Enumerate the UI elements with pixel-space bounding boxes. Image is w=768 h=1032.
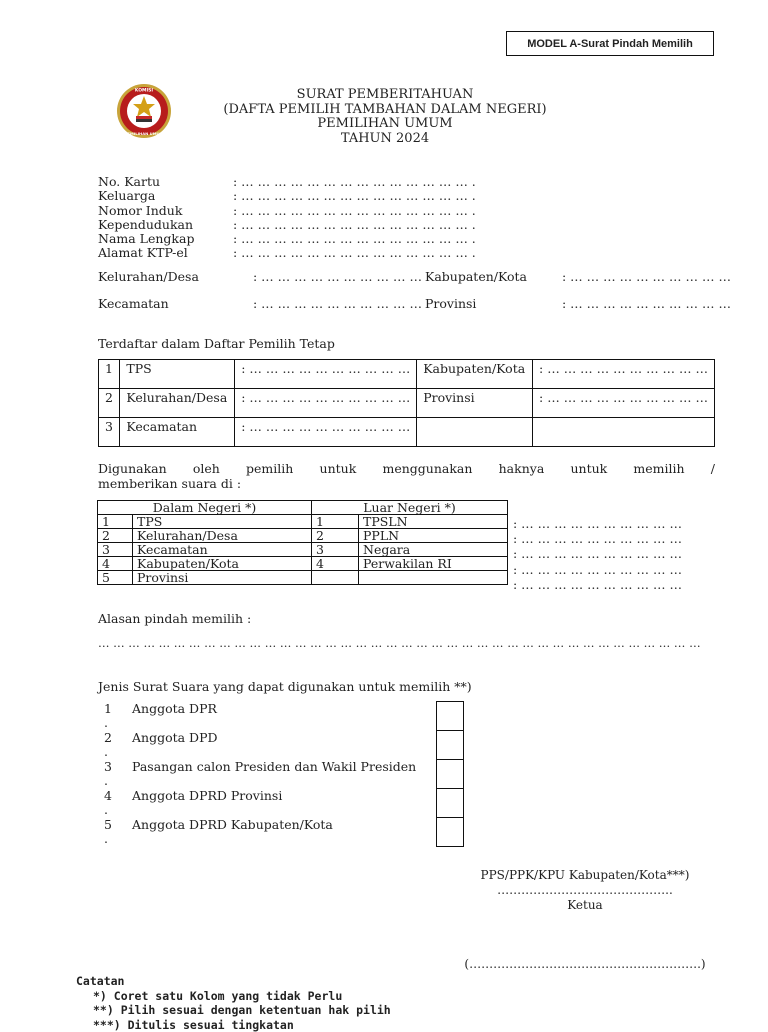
- item-text: Anggota DPRD Provinsi: [132, 789, 434, 803]
- identity-label: Nama Lengkap: [98, 232, 194, 246]
- ballot-checkbox-dprd-kabupaten[interactable]: [436, 818, 464, 847]
- item-text: Anggota DPRD Kabupaten/Kota: [132, 818, 434, 832]
- dpt-value[interactable]: : … … … … … … … … … …: [235, 418, 417, 447]
- row-number: 4: [98, 557, 133, 571]
- row-number: 3: [98, 543, 133, 557]
- dpt-heading: Terdaftar dalam Daftar Pemilih Tetap: [98, 336, 335, 351]
- usage-dots[interactable]: : … … … … … … … … … …: [513, 516, 682, 531]
- usage-line-2: memberikan suara di :: [98, 476, 241, 491]
- list-item: 2 . Anggota DPD: [104, 731, 434, 760]
- row-number-2: 4: [312, 557, 359, 571]
- dpt-value-2[interactable]: : … … … … … … … … … …: [533, 389, 715, 418]
- luar-option[interactable]: TPSLN: [359, 515, 508, 529]
- table-row: [98, 515, 508, 529]
- table-row: [99, 418, 715, 447]
- item-number: 5: [104, 818, 116, 832]
- signature-role: Ketua: [440, 898, 730, 913]
- row-number: 1: [99, 360, 120, 389]
- luar-option[interactable]: PPLN: [359, 529, 508, 543]
- title-line-4: TAHUN 2024: [180, 132, 590, 147]
- ballot-checkboxes: [436, 701, 464, 847]
- dalam-option[interactable]: Kabupaten/Kota: [133, 557, 312, 571]
- kabupaten-value[interactable]: : … … … … … … … … … …: [562, 269, 731, 284]
- usage-dots[interactable]: : … … … … … … … … … …: [513, 546, 682, 561]
- identity-value[interactable]: : … … … … … … … … … … … … … … .: [233, 175, 476, 189]
- dpt-table: [98, 359, 715, 447]
- item-number: 2: [104, 731, 116, 745]
- usage-dots[interactable]: : … … … … … … … … … …: [513, 577, 682, 592]
- svg-text:KOMISI: KOMISI: [135, 88, 154, 94]
- signature-name[interactable]: (………………………………………………….): [440, 957, 730, 972]
- item-number: 3: [104, 760, 116, 774]
- row-number: 2: [99, 389, 120, 418]
- dalam-option[interactable]: Kecamatan: [133, 543, 312, 557]
- dpt-label-2: [417, 418, 533, 447]
- dpt-value[interactable]: : … … … … … … … … … …: [235, 360, 417, 389]
- identity-value[interactable]: : … … … … … … … … … … … … … … .: [233, 218, 476, 232]
- table-row: [98, 543, 508, 557]
- list-item: 1 . Anggota DPR: [104, 702, 434, 731]
- row-number: 2: [98, 529, 133, 543]
- identity-value[interactable]: : … … … … … … … … … … … … … … .: [233, 246, 476, 260]
- list-item: 3 . Pasangan calon Presiden dan Wakil Presiden: [104, 760, 434, 789]
- ballot-checkbox-dprd-provinsi[interactable]: [436, 789, 464, 818]
- row-number: 5: [98, 571, 133, 585]
- usage-table: [97, 500, 508, 585]
- item-text: Anggota DPR: [132, 702, 434, 716]
- notes-title: Catatan: [76, 974, 391, 989]
- list-item: 5 . Anggota DPRD Kabupaten/Kota: [104, 818, 434, 847]
- dpt-value[interactable]: : … … … … … … … … … …: [235, 389, 417, 418]
- dalam-option[interactable]: TPS: [133, 515, 312, 529]
- kelurahan-value[interactable]: : … … … … … … … … … …: [253, 269, 422, 284]
- kabupaten-label: Kabupaten/Kota: [425, 269, 527, 284]
- identity-label: Nomor Induk: [98, 204, 182, 218]
- ballot-checkbox-dpr[interactable]: [436, 701, 464, 731]
- provinsi-value[interactable]: : … … … … … … … … … …: [562, 296, 731, 311]
- title-line-1: SURAT PEMBERITAHUAN: [180, 88, 590, 103]
- identity-label: Kependudukan: [98, 218, 193, 232]
- ballot-checkbox-dpd[interactable]: [436, 731, 464, 760]
- identity-label: Alamat KTP-el: [98, 246, 188, 260]
- table-header-row: [98, 501, 508, 515]
- dpt-value-2[interactable]: [533, 418, 715, 447]
- identity-label: Keluarga: [98, 189, 155, 203]
- list-item: 4 . Anggota DPRD Provinsi: [104, 789, 434, 818]
- signature-org: PPS/PPK/KPU Kabupaten/Kota***): [440, 868, 730, 883]
- usage-dots[interactable]: : … … … … … … … … … …: [513, 531, 682, 546]
- kelurahan-label: Kelurahan/Desa: [98, 269, 199, 284]
- title-line-2: (DAFTA PEMILIH TAMBAHAN DALAM NEGERI): [180, 103, 590, 118]
- row-number-2: 1: [312, 515, 359, 529]
- dpt-label: Kecamatan: [120, 418, 235, 447]
- table-row: [98, 529, 508, 543]
- kecamatan-label: Kecamatan: [98, 296, 169, 311]
- identity-value[interactable]: : … … … … … … … … … … … … … … .: [233, 232, 476, 246]
- header-dalam-negeri: Dalam Negeri *): [98, 501, 312, 515]
- ballot-checkbox-presiden[interactable]: [436, 760, 464, 789]
- luar-option[interactable]: [359, 571, 508, 585]
- dpt-value-2[interactable]: : … … … … … … … … … …: [533, 360, 715, 389]
- reason-label: Alasan pindah memilih :: [98, 611, 251, 626]
- dalam-option[interactable]: Kelurahan/Desa: [133, 529, 312, 543]
- usage-dots[interactable]: : … … … … … … … … … …: [513, 562, 682, 577]
- item-text: Pasangan calon Presiden dan Wakil Presiden: [132, 760, 434, 774]
- table-row: [99, 360, 715, 389]
- signature-dots[interactable]: ……………………………………..: [440, 883, 730, 898]
- notes: [76, 974, 391, 1032]
- ballot-list: [104, 702, 434, 847]
- kpu-logo: [116, 82, 172, 140]
- title-line-3: PEMILIHAN UMUM: [180, 117, 590, 132]
- dpt-label-2: Provinsi: [417, 389, 533, 418]
- dpt-label: TPS: [120, 360, 235, 389]
- row-number-2: [312, 571, 359, 585]
- luar-option[interactable]: Perwakilan RI: [359, 557, 508, 571]
- table-row: [99, 389, 715, 418]
- usage-line-1: Digunakan oleh pemilih untuk menggunakan haknya untuk memilih /: [98, 462, 715, 476]
- svg-text:PEMILIHAN UMUM: PEMILIHAN UMUM: [125, 131, 164, 136]
- row-number: 3: [99, 418, 120, 447]
- identity-value[interactable]: : … … … … … … … … … … … … … … .: [233, 204, 476, 218]
- item-number: 4: [104, 789, 116, 803]
- table-row: [98, 571, 508, 585]
- kecamatan-value[interactable]: : … … … … … … … … … …: [253, 296, 422, 311]
- identity-label: No. Kartu: [98, 175, 160, 189]
- table-row: [98, 557, 508, 571]
- row-number: 1: [98, 515, 133, 529]
- note-item: **) Pilih sesuai dengan ketentuan hak pilih: [93, 1003, 391, 1018]
- item-text: Anggota DPD: [132, 731, 434, 745]
- document-title: [180, 88, 590, 146]
- row-number-2: 3: [312, 543, 359, 557]
- item-number: 1: [104, 702, 116, 716]
- usage-dots-column: [513, 516, 682, 592]
- provinsi-label: Provinsi: [425, 296, 476, 311]
- header-luar-negeri: Luar Negeri *): [312, 501, 508, 515]
- luar-option[interactable]: Negara: [359, 543, 508, 557]
- note-item: ***) Ditulis sesuai tingkatan: [93, 1018, 391, 1032]
- dpt-label: Kelurahan/Desa: [120, 389, 235, 418]
- model-label: MODEL A-Surat Pindah Memilih: [506, 31, 714, 56]
- dalam-option[interactable]: Provinsi: [133, 571, 312, 585]
- ballot-heading: Jenis Surat Suara yang dapat digunakan untuk memilih **): [98, 679, 472, 694]
- reason-dots[interactable]: … … … … … … … … … … … … … … … … … … … … … … … … … … … … … … … … … … … … … … … …: [98, 636, 701, 650]
- signature-block: [440, 868, 730, 972]
- dpt-label-2: Kabupaten/Kota: [417, 360, 533, 389]
- identity-value[interactable]: : … … … … … … … … … … … … … … .: [233, 189, 476, 203]
- row-number-2: 2: [312, 529, 359, 543]
- note-item: *) Coret satu Kolom yang tidak Perlu: [93, 989, 391, 1004]
